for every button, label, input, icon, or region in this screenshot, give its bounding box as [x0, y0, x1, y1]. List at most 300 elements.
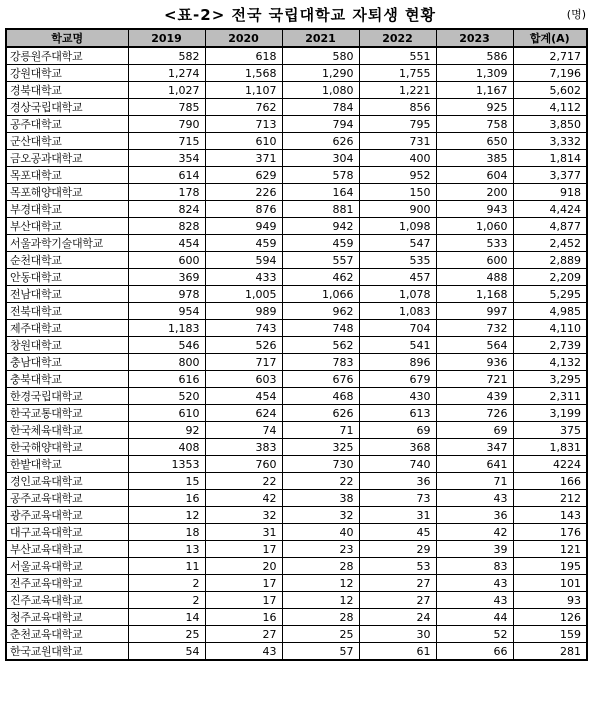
table-row [6, 133, 587, 150]
total-cell: 3,332 [513, 133, 587, 150]
value-2023-cell: 44 [436, 609, 513, 626]
school-name-cell: 광주교육대학교 [6, 507, 128, 524]
value-2019-cell: 790 [128, 116, 205, 133]
value-2023-cell: 641 [436, 456, 513, 473]
value-2020-cell: 17 [205, 592, 282, 609]
value-2022-cell: 69 [359, 422, 436, 439]
value-2022-cell: 1,098 [359, 218, 436, 235]
value-2019-cell: 520 [128, 388, 205, 405]
value-2019-cell: 2 [128, 592, 205, 609]
value-2023-cell: 347 [436, 439, 513, 456]
value-2020-cell: 618 [205, 47, 282, 65]
value-2023-cell: 732 [436, 320, 513, 337]
table-row [6, 286, 587, 303]
value-2020-cell: 31 [205, 524, 282, 541]
value-2022-cell: 29 [359, 541, 436, 558]
value-2023-cell: 43 [436, 592, 513, 609]
value-2021-cell: 557 [282, 252, 359, 269]
total-cell: 2,311 [513, 388, 587, 405]
value-2021-cell: 164 [282, 184, 359, 201]
school-name-cell: 한경국립대학교 [6, 388, 128, 405]
value-2019-cell: 92 [128, 422, 205, 439]
value-2022-cell: 896 [359, 354, 436, 371]
table-row [6, 575, 587, 592]
total-cell: 7,196 [513, 65, 587, 82]
total-cell: 1,831 [513, 439, 587, 456]
value-2023-cell: 650 [436, 133, 513, 150]
value-2019-cell: 978 [128, 286, 205, 303]
total-cell: 121 [513, 541, 587, 558]
dropout-table [5, 28, 588, 661]
total-cell: 2,717 [513, 47, 587, 65]
value-2022-cell: 740 [359, 456, 436, 473]
value-2021-cell: 71 [282, 422, 359, 439]
value-2022-cell: 430 [359, 388, 436, 405]
school-name-cell: 창원대학교 [6, 337, 128, 354]
value-2019-cell: 454 [128, 235, 205, 252]
value-2021-cell: 57 [282, 643, 359, 661]
value-2021-cell: 962 [282, 303, 359, 320]
total-cell: 3,377 [513, 167, 587, 184]
school-name-cell: 한밭대학교 [6, 456, 128, 473]
header-total: 합계(A) [513, 29, 587, 47]
table-row [6, 626, 587, 643]
school-name-cell: 진주교육대학교 [6, 592, 128, 609]
value-2021-cell: 748 [282, 320, 359, 337]
value-2021-cell: 32 [282, 507, 359, 524]
value-2019-cell: 610 [128, 405, 205, 422]
school-name-cell: 서울과학기술대학교 [6, 235, 128, 252]
total-cell: 4,877 [513, 218, 587, 235]
school-name-cell: 군산대학교 [6, 133, 128, 150]
value-2022-cell: 541 [359, 337, 436, 354]
value-2020-cell: 20 [205, 558, 282, 575]
table-row [6, 337, 587, 354]
school-name-cell: 경인교육대학교 [6, 473, 128, 490]
value-2020-cell: 32 [205, 507, 282, 524]
value-2019-cell: 54 [128, 643, 205, 661]
value-2022-cell: 30 [359, 626, 436, 643]
value-2020-cell: 713 [205, 116, 282, 133]
table-row [6, 371, 587, 388]
value-2023-cell: 43 [436, 575, 513, 592]
value-2020-cell: 760 [205, 456, 282, 473]
value-2020-cell: 989 [205, 303, 282, 320]
value-2019-cell: 11 [128, 558, 205, 575]
school-name-cell: 강원대학교 [6, 65, 128, 82]
value-2021-cell: 580 [282, 47, 359, 65]
value-2023-cell: 83 [436, 558, 513, 575]
value-2021-cell: 730 [282, 456, 359, 473]
value-2019-cell: 828 [128, 218, 205, 235]
table-row [6, 82, 587, 99]
value-2022-cell: 1,078 [359, 286, 436, 303]
table-row [6, 252, 587, 269]
school-name-cell: 대구교육대학교 [6, 524, 128, 541]
total-cell: 176 [513, 524, 587, 541]
value-2019-cell: 1353 [128, 456, 205, 473]
school-name-cell: 공주교육대학교 [6, 490, 128, 507]
value-2022-cell: 1,221 [359, 82, 436, 99]
value-2020-cell: 624 [205, 405, 282, 422]
value-2021-cell: 25 [282, 626, 359, 643]
value-2023-cell: 39 [436, 541, 513, 558]
value-2021-cell: 38 [282, 490, 359, 507]
total-cell: 101 [513, 575, 587, 592]
table-row [6, 592, 587, 609]
value-2019-cell: 178 [128, 184, 205, 201]
value-2022-cell: 547 [359, 235, 436, 252]
value-2021-cell: 881 [282, 201, 359, 218]
value-2020-cell: 743 [205, 320, 282, 337]
total-cell: 2,889 [513, 252, 587, 269]
value-2022-cell: 36 [359, 473, 436, 490]
table-row [6, 507, 587, 524]
value-2020-cell: 526 [205, 337, 282, 354]
value-2020-cell: 717 [205, 354, 282, 371]
value-2022-cell: 1,755 [359, 65, 436, 82]
total-cell: 126 [513, 609, 587, 626]
value-2020-cell: 603 [205, 371, 282, 388]
value-2021-cell: 562 [282, 337, 359, 354]
value-2019-cell: 2 [128, 575, 205, 592]
table-row [6, 99, 587, 116]
value-2019-cell: 600 [128, 252, 205, 269]
value-2021-cell: 12 [282, 592, 359, 609]
value-2022-cell: 61 [359, 643, 436, 661]
value-2023-cell: 997 [436, 303, 513, 320]
school-name-cell: 전남대학교 [6, 286, 128, 303]
value-2019-cell: 408 [128, 439, 205, 456]
school-name-cell: 안동대학교 [6, 269, 128, 286]
value-2020-cell: 454 [205, 388, 282, 405]
value-2022-cell: 679 [359, 371, 436, 388]
table-row [6, 47, 587, 65]
school-name-cell: 서울교육대학교 [6, 558, 128, 575]
value-2019-cell: 16 [128, 490, 205, 507]
total-cell: 918 [513, 184, 587, 201]
value-2019-cell: 546 [128, 337, 205, 354]
value-2021-cell: 942 [282, 218, 359, 235]
total-cell: 2,739 [513, 337, 587, 354]
school-name-cell: 부산교육대학교 [6, 541, 128, 558]
value-2023-cell: 600 [436, 252, 513, 269]
school-name-cell: 강릉원주대학교 [6, 47, 128, 65]
value-2019-cell: 354 [128, 150, 205, 167]
value-2019-cell: 1,027 [128, 82, 205, 99]
table-row [6, 201, 587, 218]
value-2023-cell: 71 [436, 473, 513, 490]
value-2019-cell: 1,183 [128, 320, 205, 337]
value-2023-cell: 439 [436, 388, 513, 405]
table-row [6, 65, 587, 82]
value-2022-cell: 27 [359, 592, 436, 609]
table-row [6, 558, 587, 575]
value-2020-cell: 610 [205, 133, 282, 150]
value-2021-cell: 1,080 [282, 82, 359, 99]
total-cell: 375 [513, 422, 587, 439]
value-2022-cell: 24 [359, 609, 436, 626]
value-2020-cell: 629 [205, 167, 282, 184]
table-row [6, 150, 587, 167]
value-2023-cell: 604 [436, 167, 513, 184]
school-name-cell: 경상국립대학교 [6, 99, 128, 116]
header-2022: 2022 [359, 29, 436, 47]
value-2020-cell: 17 [205, 541, 282, 558]
value-2021-cell: 28 [282, 609, 359, 626]
school-name-cell: 충남대학교 [6, 354, 128, 371]
value-2019-cell: 14 [128, 609, 205, 626]
value-2023-cell: 43 [436, 490, 513, 507]
table-row [6, 116, 587, 133]
total-cell: 212 [513, 490, 587, 507]
school-name-cell: 한국해양대학교 [6, 439, 128, 456]
value-2023-cell: 69 [436, 422, 513, 439]
table-row [6, 167, 587, 184]
value-2022-cell: 400 [359, 150, 436, 167]
school-name-cell: 전북대학교 [6, 303, 128, 320]
value-2020-cell: 74 [205, 422, 282, 439]
value-2023-cell: 1,309 [436, 65, 513, 82]
school-name-cell: 한국교원대학교 [6, 643, 128, 661]
header-2021: 2021 [282, 29, 359, 47]
value-2019-cell: 582 [128, 47, 205, 65]
value-2022-cell: 31 [359, 507, 436, 524]
table-row [6, 609, 587, 626]
value-2023-cell: 42 [436, 524, 513, 541]
total-cell: 3,850 [513, 116, 587, 133]
total-cell: 5,602 [513, 82, 587, 99]
value-2023-cell: 200 [436, 184, 513, 201]
total-cell: 166 [513, 473, 587, 490]
value-2022-cell: 551 [359, 47, 436, 65]
value-2020-cell: 226 [205, 184, 282, 201]
value-2021-cell: 468 [282, 388, 359, 405]
value-2019-cell: 15 [128, 473, 205, 490]
value-2020-cell: 42 [205, 490, 282, 507]
header-2023: 2023 [436, 29, 513, 47]
total-cell: 143 [513, 507, 587, 524]
table-row [6, 439, 587, 456]
value-2021-cell: 1,066 [282, 286, 359, 303]
value-2021-cell: 304 [282, 150, 359, 167]
value-2023-cell: 943 [436, 201, 513, 218]
table-row [6, 184, 587, 201]
value-2021-cell: 12 [282, 575, 359, 592]
value-2023-cell: 721 [436, 371, 513, 388]
school-name-cell: 한국체육대학교 [6, 422, 128, 439]
total-cell: 4,112 [513, 99, 587, 116]
school-name-cell: 청주교육대학교 [6, 609, 128, 626]
value-2022-cell: 613 [359, 405, 436, 422]
value-2023-cell: 66 [436, 643, 513, 661]
value-2022-cell: 900 [359, 201, 436, 218]
value-2023-cell: 925 [436, 99, 513, 116]
school-name-cell: 한국교통대학교 [6, 405, 128, 422]
value-2021-cell: 23 [282, 541, 359, 558]
unit-label: (명) [566, 8, 586, 21]
value-2022-cell: 150 [359, 184, 436, 201]
total-cell: 159 [513, 626, 587, 643]
value-2022-cell: 73 [359, 490, 436, 507]
value-2021-cell: 325 [282, 439, 359, 456]
value-2020-cell: 383 [205, 439, 282, 456]
value-2019-cell: 616 [128, 371, 205, 388]
value-2021-cell: 28 [282, 558, 359, 575]
school-name-cell: 제주대학교 [6, 320, 128, 337]
value-2021-cell: 626 [282, 405, 359, 422]
total-cell: 281 [513, 643, 587, 661]
table-row [6, 320, 587, 337]
table-row [6, 643, 587, 661]
value-2023-cell: 1,060 [436, 218, 513, 235]
value-2022-cell: 1,083 [359, 303, 436, 320]
value-2023-cell: 488 [436, 269, 513, 286]
value-2021-cell: 783 [282, 354, 359, 371]
total-cell: 93 [513, 592, 587, 609]
value-2020-cell: 27 [205, 626, 282, 643]
value-2021-cell: 626 [282, 133, 359, 150]
value-2020-cell: 43 [205, 643, 282, 661]
value-2020-cell: 594 [205, 252, 282, 269]
value-2020-cell: 16 [205, 609, 282, 626]
value-2019-cell: 25 [128, 626, 205, 643]
table-row [6, 541, 587, 558]
value-2019-cell: 18 [128, 524, 205, 541]
value-2023-cell: 936 [436, 354, 513, 371]
value-2023-cell: 36 [436, 507, 513, 524]
school-name-cell: 전주교육대학교 [6, 575, 128, 592]
value-2021-cell: 462 [282, 269, 359, 286]
table-title: <표-2> 전국 국립대학교 자퇴생 현황 [163, 6, 437, 24]
value-2020-cell: 1,568 [205, 65, 282, 82]
table-row [6, 303, 587, 320]
school-name-cell: 경북대학교 [6, 82, 128, 99]
table-row [6, 269, 587, 286]
value-2023-cell: 564 [436, 337, 513, 354]
value-2019-cell: 1,274 [128, 65, 205, 82]
header-school-name: 학교명 [6, 29, 128, 47]
header-2020: 2020 [205, 29, 282, 47]
value-2019-cell: 954 [128, 303, 205, 320]
value-2023-cell: 726 [436, 405, 513, 422]
school-name-cell: 춘천교육대학교 [6, 626, 128, 643]
value-2020-cell: 17 [205, 575, 282, 592]
value-2023-cell: 758 [436, 116, 513, 133]
value-2023-cell: 1,167 [436, 82, 513, 99]
total-cell: 195 [513, 558, 587, 575]
table-row [6, 405, 587, 422]
value-2019-cell: 785 [128, 99, 205, 116]
header-row [6, 29, 587, 47]
table-row [6, 388, 587, 405]
value-2023-cell: 385 [436, 150, 513, 167]
value-2021-cell: 676 [282, 371, 359, 388]
value-2021-cell: 1,290 [282, 65, 359, 82]
total-cell: 1,814 [513, 150, 587, 167]
value-2022-cell: 535 [359, 252, 436, 269]
value-2023-cell: 586 [436, 47, 513, 65]
total-cell: 4,132 [513, 354, 587, 371]
value-2020-cell: 22 [205, 473, 282, 490]
table-row [6, 235, 587, 252]
value-2022-cell: 457 [359, 269, 436, 286]
table-row [6, 490, 587, 507]
table-row [6, 354, 587, 371]
value-2021-cell: 40 [282, 524, 359, 541]
value-2021-cell: 459 [282, 235, 359, 252]
total-cell: 4,110 [513, 320, 587, 337]
value-2020-cell: 433 [205, 269, 282, 286]
value-2022-cell: 795 [359, 116, 436, 133]
school-name-cell: 순천대학교 [6, 252, 128, 269]
value-2019-cell: 369 [128, 269, 205, 286]
value-2022-cell: 856 [359, 99, 436, 116]
total-cell: 3,199 [513, 405, 587, 422]
value-2020-cell: 876 [205, 201, 282, 218]
value-2020-cell: 949 [205, 218, 282, 235]
value-2023-cell: 52 [436, 626, 513, 643]
header-2019: 2019 [128, 29, 205, 47]
value-2020-cell: 1,107 [205, 82, 282, 99]
value-2022-cell: 731 [359, 133, 436, 150]
school-name-cell: 충북대학교 [6, 371, 128, 388]
value-2020-cell: 459 [205, 235, 282, 252]
value-2019-cell: 614 [128, 167, 205, 184]
value-2021-cell: 578 [282, 167, 359, 184]
total-cell: 4224 [513, 456, 587, 473]
value-2021-cell: 794 [282, 116, 359, 133]
school-name-cell: 공주대학교 [6, 116, 128, 133]
value-2019-cell: 824 [128, 201, 205, 218]
table-row [6, 456, 587, 473]
value-2022-cell: 368 [359, 439, 436, 456]
total-cell: 4,985 [513, 303, 587, 320]
value-2023-cell: 1,168 [436, 286, 513, 303]
total-cell: 4,424 [513, 201, 587, 218]
total-cell: 2,452 [513, 235, 587, 252]
table-row [6, 473, 587, 490]
value-2020-cell: 1,005 [205, 286, 282, 303]
value-2022-cell: 952 [359, 167, 436, 184]
school-name-cell: 목포해양대학교 [6, 184, 128, 201]
value-2023-cell: 533 [436, 235, 513, 252]
value-2019-cell: 800 [128, 354, 205, 371]
total-cell: 3,295 [513, 371, 587, 388]
table-row [6, 524, 587, 541]
school-name-cell: 부산대학교 [6, 218, 128, 235]
value-2022-cell: 53 [359, 558, 436, 575]
value-2022-cell: 704 [359, 320, 436, 337]
school-name-cell: 부경대학교 [6, 201, 128, 218]
table-row [6, 422, 587, 439]
value-2019-cell: 13 [128, 541, 205, 558]
total-cell: 5,295 [513, 286, 587, 303]
total-cell: 2,209 [513, 269, 587, 286]
value-2019-cell: 715 [128, 133, 205, 150]
school-name-cell: 금오공과대학교 [6, 150, 128, 167]
value-2020-cell: 762 [205, 99, 282, 116]
value-2020-cell: 371 [205, 150, 282, 167]
value-2019-cell: 12 [128, 507, 205, 524]
table-body [6, 47, 587, 660]
table-row [6, 218, 587, 235]
value-2021-cell: 22 [282, 473, 359, 490]
value-2021-cell: 784 [282, 99, 359, 116]
school-name-cell: 목포대학교 [6, 167, 128, 184]
value-2022-cell: 27 [359, 575, 436, 592]
value-2022-cell: 45 [359, 524, 436, 541]
